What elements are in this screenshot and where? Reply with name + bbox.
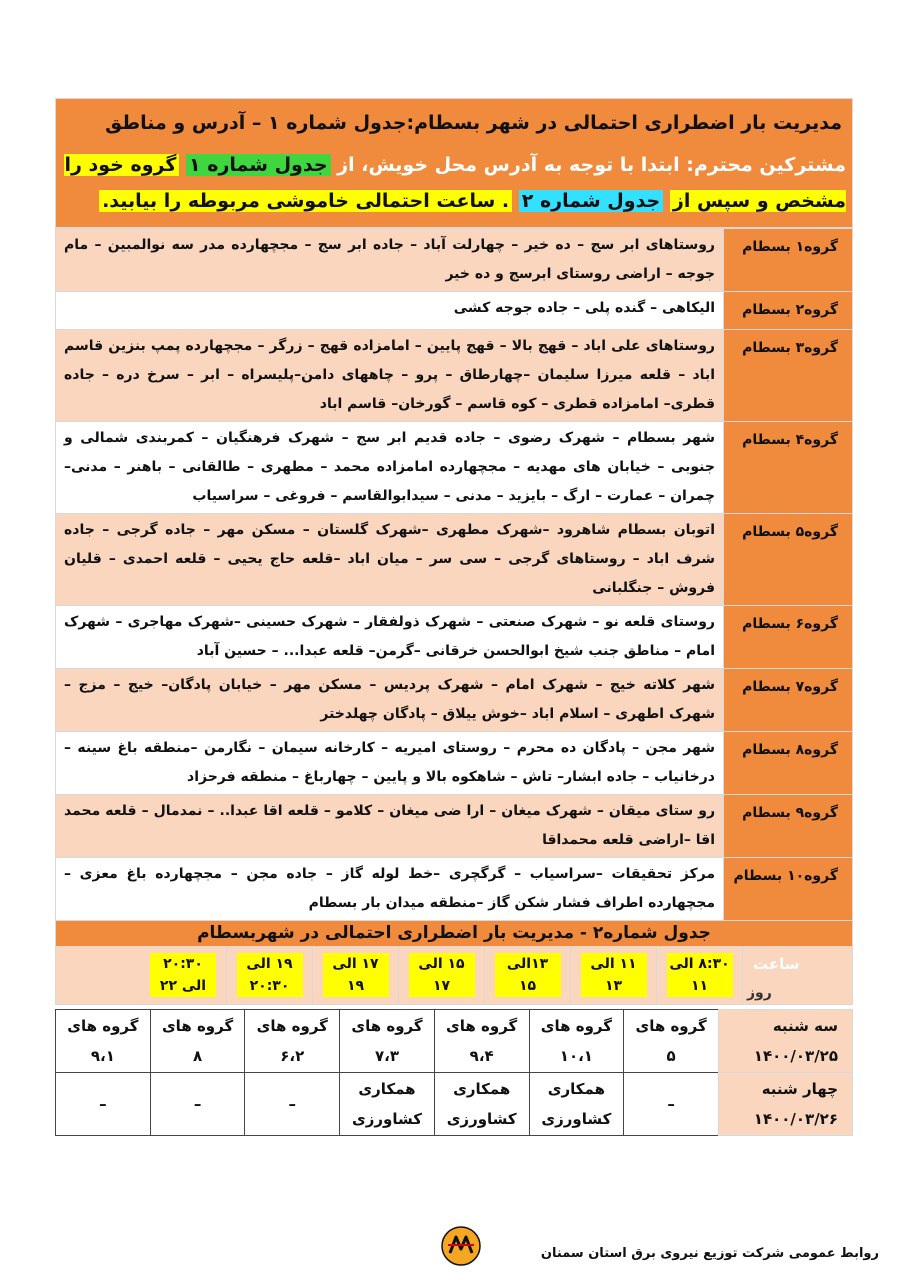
notice-part-3: . ساعت احتمالی خاموشی مربوطه را بیابید.: [99, 190, 512, 212]
table-row: [56, 514, 853, 606]
group-areas: شهر کلاته خیج – شهرک امام – شهرک پردیس – مسکن مهر – خیابان پادگان– خیج – مزج – شهرک اطهری – اسلام اباد –خوش ییلاق – پادگان چهلدختر: [56, 669, 724, 732]
table-row: [56, 330, 853, 422]
cell-line: –: [99, 1095, 107, 1113]
time-slot-label: ۱۷ الی ۱۹: [323, 953, 389, 997]
group-name: گروه۲ بسطام: [724, 292, 853, 330]
table-row: [56, 732, 853, 795]
time-slot: [312, 947, 398, 1004]
time-slot: [656, 947, 742, 1004]
table-row: [56, 795, 853, 858]
cell-line: گروه های: [635, 1017, 707, 1035]
schedule-cell: [624, 1073, 719, 1136]
cell-line: ۵: [666, 1047, 676, 1065]
document: [55, 98, 853, 1136]
time-slot: [140, 947, 226, 1004]
table2-header: [55, 947, 853, 1005]
cell-line: ۹،۱: [90, 1047, 115, 1065]
schedule-cell: [340, 1010, 435, 1073]
cell-line: ۶،۲: [280, 1047, 305, 1065]
cell-line: کشاورزی: [446, 1110, 517, 1128]
header-band: [55, 98, 853, 228]
cell-line: ۸: [192, 1047, 203, 1065]
group-areas: مرکز تحقیقات –سراسیاب – گرگچری –خط لوله گاز – جاده مجن – مجچهارده باغ معزی – مجچهارده اطراف فشار شکن گاز –منطقه میدان بار بسطام: [56, 858, 724, 921]
cell-line: گروه های: [161, 1017, 234, 1035]
cell-line: همکاری: [358, 1080, 416, 1098]
group-areas: روستاهای ابر سج – ده خیر – چهارلت آباد – جاده ابر سج – مجچهارده مدر سه نوالمبین – مام جوجه – اراضی روستای ابرسج و ده خیر: [56, 229, 724, 292]
table-row: [56, 422, 853, 514]
schedule-cell: [150, 1010, 245, 1073]
group-areas: الیکاهی – گنده پلی – جاده جوجه کشی: [56, 292, 724, 330]
cell-line: ۹،۴: [469, 1047, 494, 1065]
group-areas: شهر مجن – پادگان ده محرم – روستای امیریه – کارخانه سیمان – نگارمن –منطقه باغ سینه – درخانیاب – جاده ابشار– تاش – شاهکوه بالا و پایین – چهارباغ – منطقه فرحزاد: [56, 732, 724, 795]
group-name: گروه۴ بسطام: [724, 422, 853, 514]
day-date: ۱۴۰۰/۰۳/۲۶: [753, 1110, 838, 1128]
schedule-cell: [624, 1010, 719, 1073]
cell-line: –: [288, 1095, 297, 1113]
schedule-cell: [340, 1073, 435, 1136]
table-row: [56, 669, 853, 732]
schedule-cell: [529, 1073, 624, 1136]
schedule-cell: [150, 1073, 245, 1136]
cell-line: گروه های: [256, 1017, 328, 1035]
day-name: سه شنبه: [772, 1017, 838, 1035]
schedule-cell: [529, 1010, 624, 1073]
schedule-cell: [245, 1073, 340, 1136]
schedule-cell: [245, 1010, 340, 1073]
schedule-cell: [434, 1010, 529, 1073]
schedule-cell: [56, 1073, 151, 1136]
group-areas: شهر بسطام – شهرک رضوی – جاده قدیم ابر سج – شهرک فرهنگیان – کمربندی شمالی و جنوبی – خیابان های مهدیه – مجچهارده امامزاده محمد – مطهری – طالقانی – باهنر – مدنی– چمران – عمارت – ارگ – بایزید – مدنی – سیدابوالقاسم – فروغی – سراسیاب: [56, 422, 724, 514]
day-date: ۱۴۰۰/۰۳/۲۵: [753, 1047, 838, 1065]
table-row: [56, 1073, 853, 1136]
schedule-table: [55, 1009, 853, 1136]
group-areas: اتوبان بسطام شاهرود –شهرک مطهری –شهرک گلستان – مسکن مهر – جاده گرجی – جاده شرف اباد – روستاهای گرجی – سی سر – میان اباد –قلعه حاج یحیی – قلعه احمدی – قلیان فروش – جنگلبانی: [56, 514, 724, 606]
corner-hour-label: ساعت: [753, 955, 800, 973]
day-cell: [718, 1073, 852, 1136]
table-row: [56, 1010, 853, 1073]
time-slot: [570, 947, 656, 1004]
day-name: چهار شنبه: [761, 1080, 838, 1098]
time-slot: [398, 947, 484, 1004]
group-name: گروه۷ بسطام: [724, 669, 853, 732]
corner-day-label: روز: [747, 985, 772, 1001]
table2-corner: [742, 947, 852, 1004]
footer-credit: روابط عمومی شرکت توزیع نیروی برق استان سمنان: [540, 1246, 879, 1261]
cell-line: ۷،۳: [374, 1047, 399, 1065]
time-slot: [484, 947, 570, 1004]
group-areas: رو ستای میقان – شهرک میغان – ارا ضی میغان – کلامو – قلعه اقا عبدا.. – نمدمال – قلعه محمد اقا –اراضی قلعه محمداقا: [56, 795, 724, 858]
time-slot-label: ۸:۳۰ الی ۱۱: [667, 953, 733, 997]
time-slot-label: ۱۹ الی ۲۰:۳۰: [237, 953, 303, 997]
group-name: گروه۱ بسطام: [724, 229, 853, 292]
notice-text: [56, 147, 852, 227]
group-areas: روستاهای علی اباد – قهج بالا – قهج پایین – امامزاده قهج – زرگر – مجچهارده پمپ بنزین قاسم اباد – قلعه میرزا سلیمان –چهارطاق – پرو – چاههای دامن–پلیسراه – ابر – سرخ دره – جاده قطری– امامزاده قطری – کوه قاسم – گورخان– قاسم اباد: [56, 330, 724, 422]
groups-table: [55, 228, 853, 921]
notice-part-2: گروه خود را مشخص و سپس از: [64, 154, 846, 212]
group-name: گروه۳ بسطام: [724, 330, 853, 422]
cell-line: گروه های: [351, 1017, 423, 1035]
cell-line: گروه های: [540, 1017, 612, 1035]
cell-line: گروه های: [446, 1017, 518, 1035]
schedule-cell: [434, 1073, 529, 1136]
group-name: گروه۵ بسطام: [724, 514, 853, 606]
cell-line: همکاری: [547, 1080, 605, 1098]
cell-line: کشاورزی: [351, 1110, 422, 1128]
page-title: مدیریت بار اضطراری احتمالی در شهر بسطام:جدول شماره ۱ – آدرس و مناطق: [105, 112, 842, 134]
group-name: گروه۸ بسطام: [724, 732, 853, 795]
group-name: گروه۹ بسطام: [724, 795, 853, 858]
table-row: [56, 292, 853, 330]
day-cell: [718, 1010, 852, 1073]
table2-title: جدول شماره۲ - مدیریت بار اضطراری احتمالی در شهربسطام: [55, 921, 853, 947]
table-row: [56, 606, 853, 669]
notice-highlight-table2: جدول شماره ۲: [519, 190, 664, 212]
group-areas: روستای قلعه نو – شهرک صنعتی – شهرک ذولفقار – شهرک حسینی –شهرک مهاجری – شهرک امام – مناطق جنب شیخ ابوالحسن خرقانی –گرمن– قلعه عبدا... – حسین آباد: [56, 606, 724, 669]
notice-highlight-table1: جدول شماره ۱: [186, 154, 331, 176]
table-row: [56, 858, 853, 921]
time-slot-label: ۲۰:۳۰ الی ۲۲: [150, 953, 216, 997]
cell-line: همکاری: [453, 1080, 511, 1098]
notice-part-1: مشترکین محترم: ابتدا با توجه به آدرس محل خویش، از: [337, 154, 846, 176]
group-name: گروه۶ بسطام: [724, 606, 853, 669]
cell-line: ۱۰،۱: [559, 1047, 593, 1065]
group-name: گروه۱۰ بسطام: [724, 858, 853, 921]
cell-line: کشاورزی: [541, 1110, 612, 1128]
cell-line: –: [667, 1095, 675, 1113]
time-slot: [226, 947, 312, 1004]
schedule-cell: [56, 1010, 151, 1073]
time-slot-label: ۱۳الی ۱۵: [495, 953, 561, 997]
cell-line: گروه های: [67, 1017, 139, 1035]
power-distribution-logo-icon: [440, 1225, 482, 1267]
cell-line: –: [193, 1095, 202, 1113]
table-row: [56, 229, 853, 292]
time-slot-label: ۱۵ الی ۱۷: [409, 953, 475, 997]
time-slot-label: ۱۱ الی ۱۳: [581, 953, 647, 997]
